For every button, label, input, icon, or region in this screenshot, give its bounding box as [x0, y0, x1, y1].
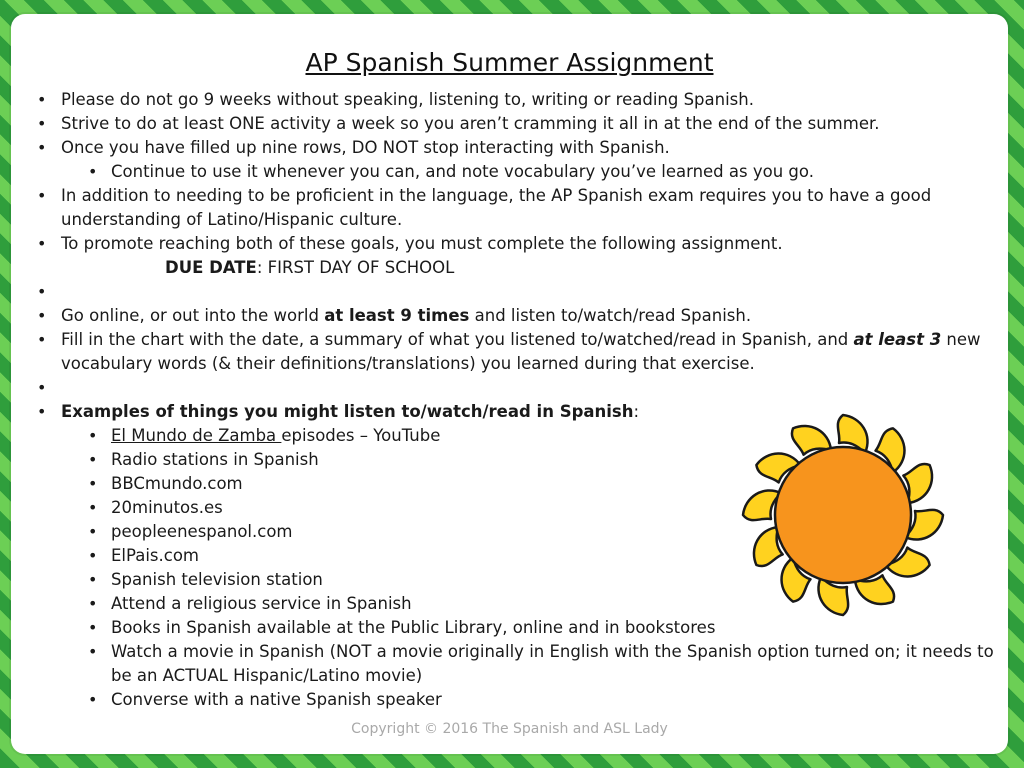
example-item: • 20minutos.es: [85, 496, 1001, 520]
example-item: • Spanish television station: [85, 568, 1001, 592]
list-item: • Please do not go 9 weeks without speaking, listening to, writing or reading Spanish.: [33, 88, 1001, 112]
examples-heading: • Examples of things you might listen to/watch/read in Spanish:: [33, 400, 1001, 424]
list-item: • To promote reaching both of these goals, you must complete the following assignment. DUE DATE: FIRST DAY OF SCHOOL: [33, 232, 1001, 280]
spacer: [33, 280, 1001, 304]
sun-core: [775, 447, 911, 583]
list-item: • In addition to needing to be proficient in the language, the AP Spanish exam requires you to have a good understanding of Latino/Hispanic culture.: [33, 184, 1001, 232]
spacer: [33, 376, 1001, 400]
example-item: • ElPais.com: [85, 544, 1001, 568]
page-title: AP Spanish Summer Assignment: [305, 48, 714, 77]
list-item: • Fill in the chart with the date, a summary of what you listened to/watched/read in Spanish, and at least 3 new vocabulary words (& their definitions/translations) you learned during that exercise.: [33, 328, 1001, 376]
example-item: • peopleenespanol.com: [85, 520, 1001, 544]
example-item: • Books in Spanish available at the Public Library, online and in bookstores: [85, 616, 1001, 640]
slide-card: [11, 14, 1008, 754]
example-item: • Watch a movie in Spanish (NOT a movie originally in English with the Spanish option turned on; it needs to be an ACTUAL Hispanic/Latino movie): [85, 640, 1001, 688]
assignment-list: [33, 88, 1001, 712]
example-item: • Converse with a native Spanish speaker: [85, 688, 1001, 712]
due-date-value: : FIRST DAY OF SCHOOL: [256, 258, 455, 277]
list-item: • Go online, or out into the world at least 9 times and listen to/watch/read Spanish.: [33, 304, 1001, 328]
due-date: [61, 256, 1001, 280]
example-item: • Attend a religious service in Spanish: [85, 592, 1001, 616]
example-item[interactable]: • El Mundo de Zamba episodes – YouTube: [85, 424, 1001, 448]
sub-list-item: • Continue to use it whenever you can, and note vocabulary you’ve learned as you go.: [85, 160, 1001, 184]
sun-icon: [735, 412, 951, 618]
due-date-label: DUE DATE: [165, 258, 257, 277]
example-item: • Radio stations in Spanish: [85, 448, 1001, 472]
zamba-link[interactable]: El Mundo de Zamba: [111, 426, 282, 445]
example-item: • BBCmundo.com: [85, 472, 1001, 496]
copyright-text: Copyright © 2016 The Spanish and ASL Lady: [351, 721, 668, 737]
list-item: • Once you have filled up nine rows, DO NOT stop interacting with Spanish.: [33, 136, 1001, 160]
list-item: • Strive to do at least ONE activity a week so you aren’t cramming it all in at the end of the summer.: [33, 112, 1001, 136]
